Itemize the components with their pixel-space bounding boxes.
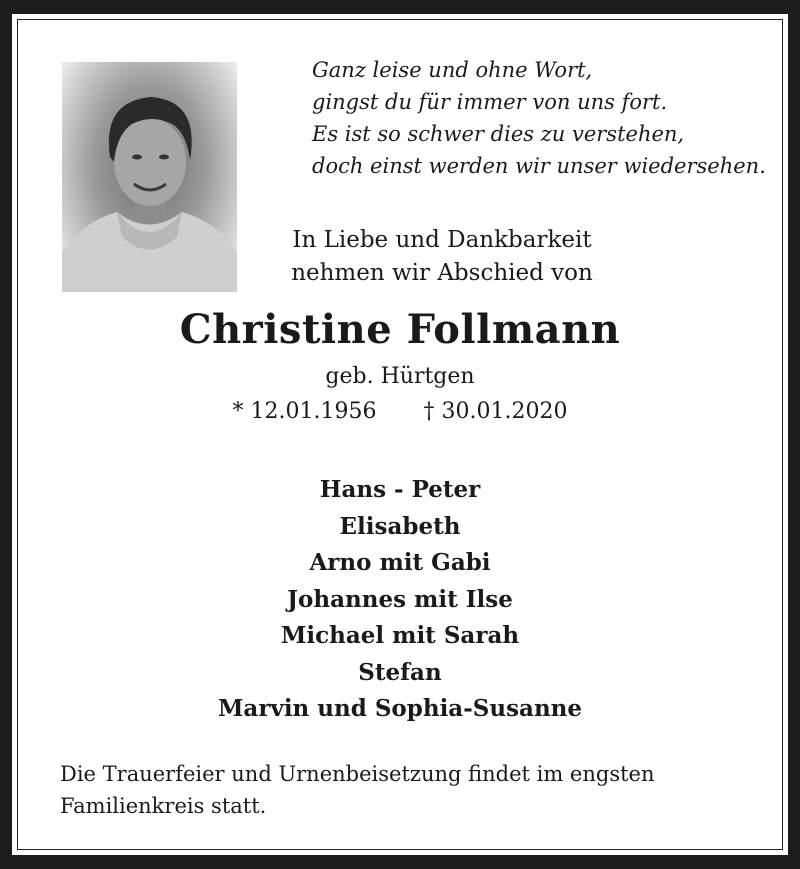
portrait-illustration [62,62,237,292]
mourner-name: Elisabeth [339,512,461,540]
death-date: † 30.01.2020 [423,399,568,424]
mourner-name: Johannes mit Ilse [287,585,513,613]
poem-line: gingst du für immer von uns fort. [312,90,668,114]
mourners-list [12,472,788,728]
poem-line: doch einst werden wir unser wiedersehen. [312,154,766,178]
mourner-name: Hans - Peter [319,476,481,503]
funeral-notice: Die Trauerfeier und Urnenbeisetzung findet im engsten Familienkreis statt. [60,762,655,818]
portrait-photo [62,62,237,292]
maiden-name: geb. Hürtgen [325,364,475,389]
poem [312,54,772,182]
intro-line-2: nehmen wir Abschied von [291,260,593,286]
obituary-card [12,14,788,855]
birth-date: * 12.01.1956 [232,399,377,424]
life-dates [12,399,788,424]
mourner-name: Marvin und Sophia-Susanne [217,695,583,722]
deceased-name: Christine Follmann [179,306,621,353]
mourner-name: Michael mit Sarah [280,622,520,649]
mourner-name: Arno mit Gabi [309,549,491,576]
mourner-name: Stefan [358,658,442,686]
intro-text [242,224,642,290]
poem-line: Ganz leise und ohne Wort, [312,58,593,82]
poem-line: Es ist so schwer dies zu verstehen, [312,122,685,146]
intro-line-1: In Liebe und Dankbarkeit [292,227,592,253]
